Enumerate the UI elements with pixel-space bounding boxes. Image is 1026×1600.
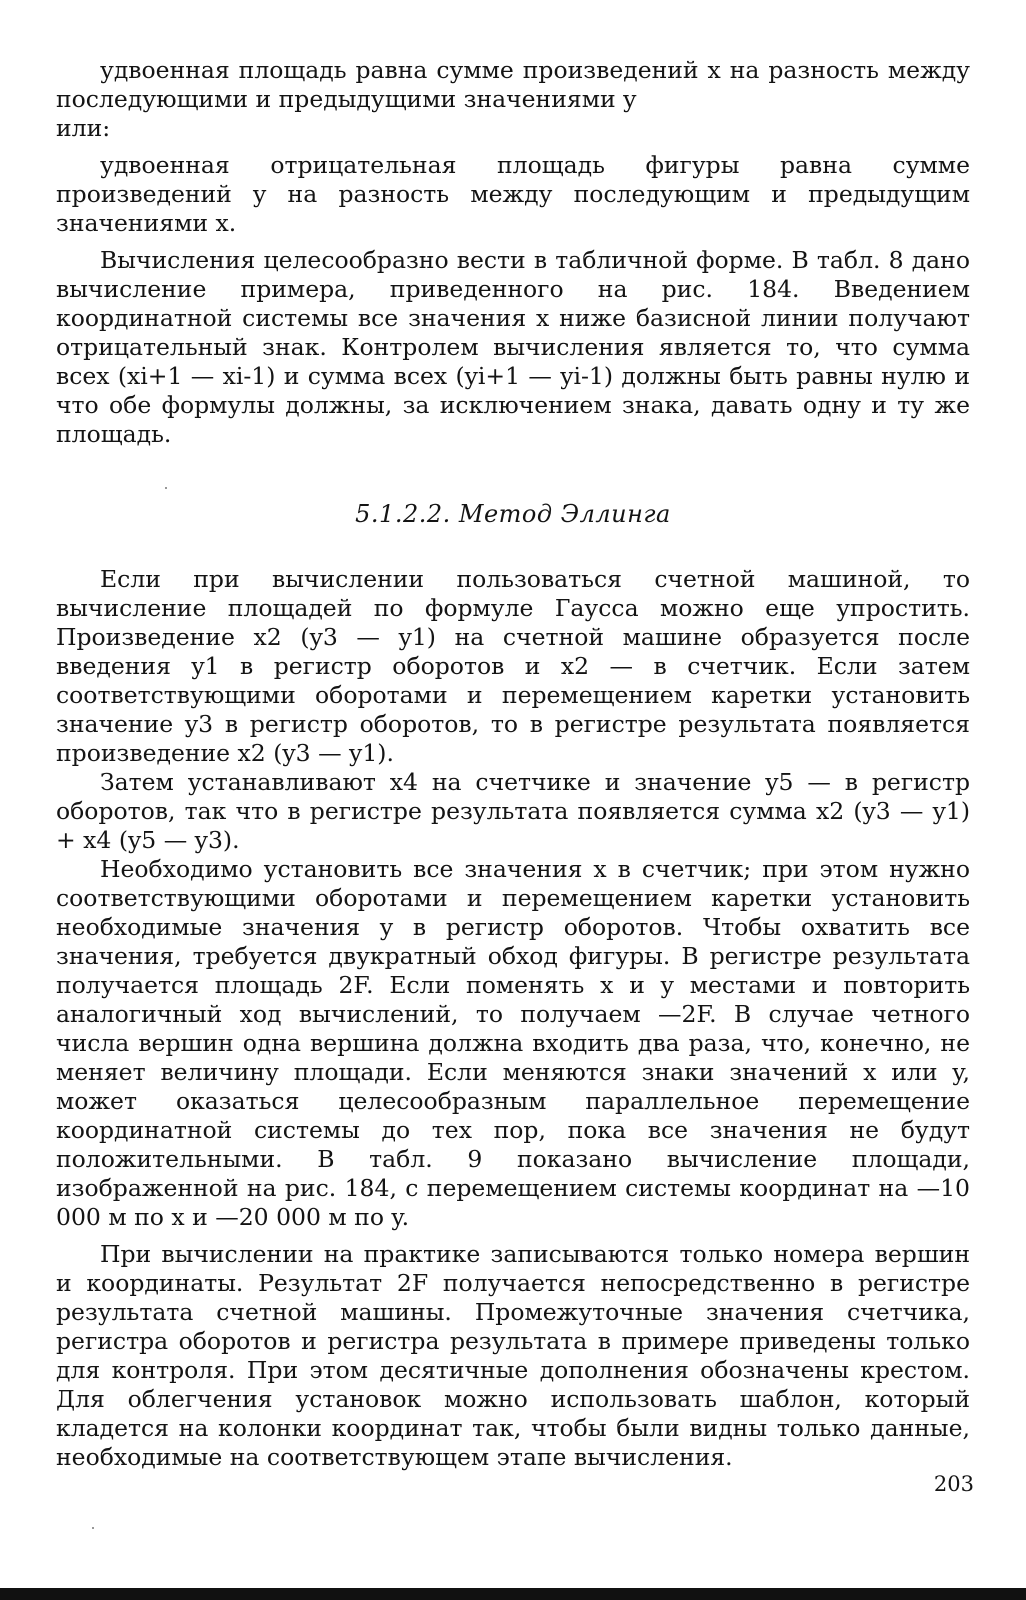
paragraph-section-3: Необходимо установить все значения x в счетчик; при этом нужно соответствующими оборотами и перемещением каретки установить необходимые значения y в регистр оборотов. Чтобы охватить все значения, требуется двукратный обход фигуры. В регистре результата получается площадь 2F. Если поменять x и y местами и повторить аналогичный ход вычислений, то получаем —2F. В случае четного числа вершин одна вершина должна входить два раза, что, конечно, не меняет величину площади. Если меняются знаки значений x или y, может оказаться целесообразным параллельное перемещение координатной системы до тех пор, пока все значения не будут положительными. В табл. 9 показано вычисление площади, изображенной на рис. 184, с перемещением системы координат на —10 000 м по x и —20 000 м по y. bbox=[56, 855, 970, 1231]
section-heading: 5.1.2.2. Метод Эллинга bbox=[355, 500, 671, 528]
paragraph-top-1: удвоенная площадь равна сумме произведений x на разность между последующими и предыдущими значениями y bbox=[56, 56, 970, 113]
page-number: 203 bbox=[933, 1472, 974, 1496]
document-page bbox=[56, 56, 970, 1472]
paragraph-top-4: Вычисления целесообразно вести в табличной форме. В табл. 8 дано вычисление примера, приведенного на рис. 184. Введением координатной системы все значения x ниже базисной линии получают отрицательный знак. Контролем вычисления является то, что сумма всех (xi+1 — xi-1) и сумма всех (yi+1 — yi-1) должны быть равны нулю и что обе формулы должны, за исключением знака, давать одну и ту же площадь. bbox=[56, 246, 970, 448]
paragraph-section-2: Затем устанавливают x4 на счетчике и значение y5 — в регистр оборотов, так что в регистре результата появляется сумма x2 (y3 — y1) + x4 (y5 — y3). bbox=[56, 768, 970, 854]
paragraph-section-4: При вычислении на практике записываются только номера вершин и координаты. Результат 2F получается непосредственно в регистре результата счетной машины. Промежуточные значения счетчика, регистра оборотов и регистра результата в примере приведены только для контроля. При этом десятичные дополнения обозначены крестом. Для облегчения установок можно использовать шаблон, который кладется на колонки координат так, чтобы были видны только данные, необходимые на соответствующем этапе вычисления. bbox=[56, 1240, 970, 1471]
paragraph-top-2: или: bbox=[56, 114, 111, 142]
scan-speck bbox=[165, 487, 167, 489]
paragraph-section-1: Если при вычислении пользоваться счетной машиной, то вычисление площадей по формуле Гаусса можно еще упростить. Произведение x2 (y3 — y1) на счетной машине образуется после введения y1 в регистр оборотов и x2 — в счетчик. Если затем соответствующими оборотами и перемещением каретки установить значение y3 в регистр оборотов, то в регистре результата появляется произведение x2 (y3 — y1). bbox=[56, 565, 970, 767]
paragraph-top-3: удвоенная отрицательная площадь фигуры равна сумме произведений y на разность между последующим и предыдущим значениями x. bbox=[56, 151, 970, 237]
scan-speck bbox=[92, 1527, 94, 1529]
scan-bottom-edge bbox=[0, 1588, 1026, 1600]
